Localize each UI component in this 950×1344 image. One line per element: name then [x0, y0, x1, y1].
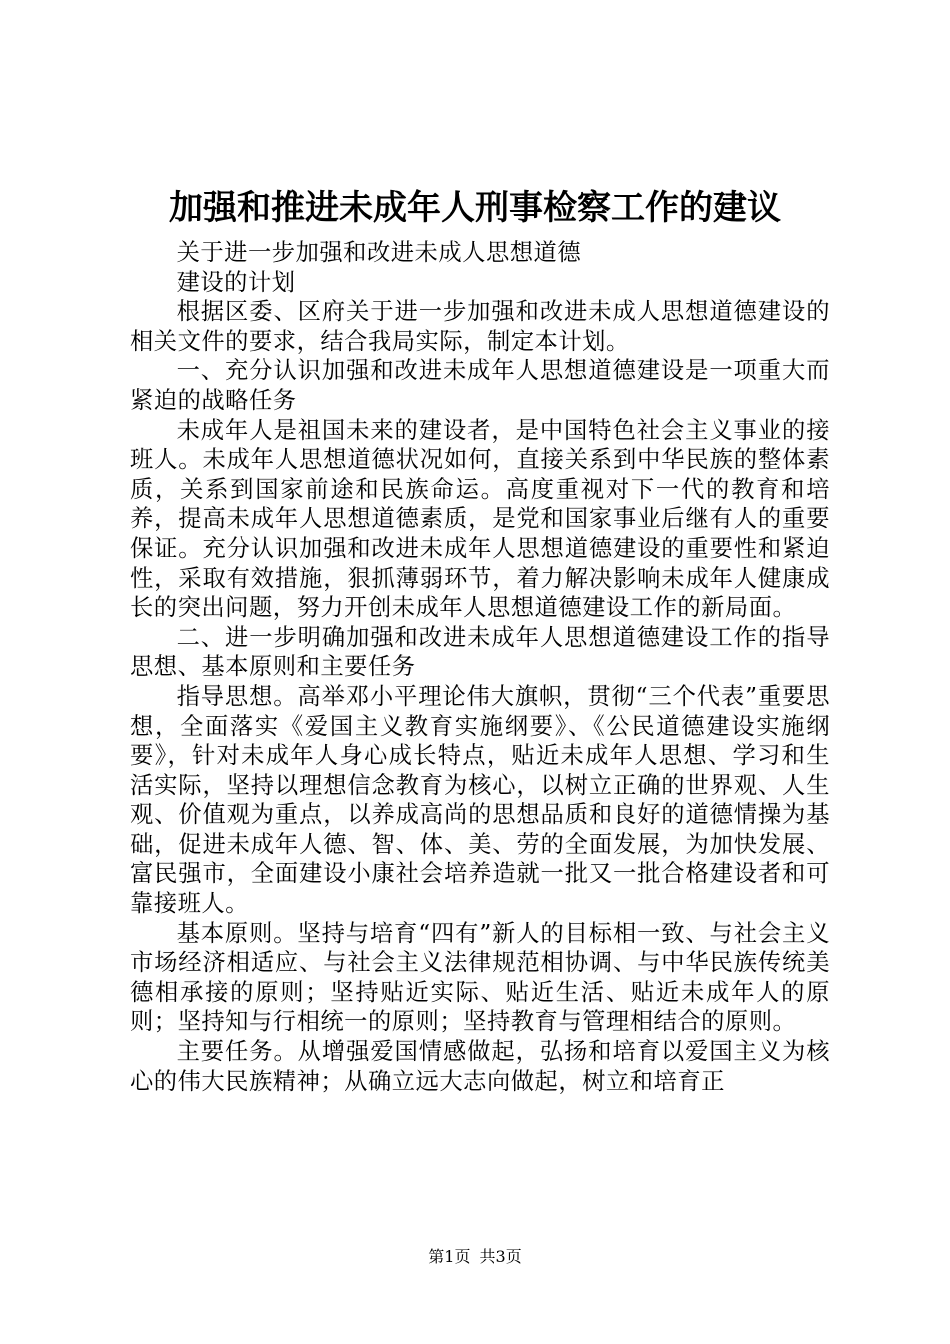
- paragraph-basic-principles: 基本原则。坚持与培育“四有”新人的目标相一致、与社会主义市场经济相适应、与社会主义法律规范相协调、与中华民族传统美德相承接的原则；坚持贴近实际、贴近生活、贴近未成年人的原则；坚持知与行相统一的原则；坚持教育与管理相结合的原则。: [130, 919, 830, 1036]
- document-body: [130, 238, 830, 1096]
- subtitle-line-1: 关于进一步加强和改进未成人思想道德: [176, 239, 582, 266]
- page-footer: [0, 1247, 950, 1267]
- page-total: 共3页: [479, 1247, 522, 1266]
- section-heading-1: 一、充分认识加强和改进未成年人思想道德建设是一项重大而紧迫的战略任务: [130, 357, 830, 414]
- paragraph-intro: 根据区委、区府关于进一步加强和改进未成人思想道德建设的相关文件的要求，结合我局实际，制定本计划。: [130, 298, 830, 355]
- paragraph-section-1: 未成年人是祖国未来的建设者，是中国特色社会主义事业的接班人。未成年人思想道德状况如何，直接关系到中华民族的整体素质，关系到国家前途和民族命运。高度重视对下一代的教育和培养，提高未成年人思想道德素质，是党和国家事业后继有人的重要保证。充分认识加强和改进未成年人思想道德建设的重要性和紧迫性，采取有效措施，狠抓薄弱环节，着力解决影响未成年人健康成长的突出问题，努力开创未成年人思想道德建设工作的新局面。: [130, 416, 830, 622]
- document-title: 加强和推进未成年人刑事检察工作的建议: [169, 188, 781, 228]
- paragraph-guiding-thought: 指导思想。高举邓小平理论伟大旗帜，贯彻“三个代表”重要思想，全面落实《爱国主义教育实施纲要》、《公民道德建设实施纲要》，针对未成年人身心成长特点，贴近未成年人思想、学习和生活实际，坚持以理想信念教育为核心，以树立正确的世界观、人生观、价值观为重点，以养成高尚的思想品质和良好的道德情操为基础，促进未成年人德、智、体、美、劳的全面发展，为加快发展、富民强市，全面建设小康社会培养造就一批又一批合格建设者和可靠接班人。: [130, 682, 830, 918]
- subtitle-line-2: 建设的计划: [176, 268, 296, 296]
- paragraph-main-tasks: 主要任务。从增强爱国情感做起，弘扬和培育以爱国主义为核心的伟大民族精神；从确立远大志向做起，树立和培育正: [130, 1038, 830, 1095]
- page-number: 第1页: [428, 1247, 471, 1266]
- section-heading-2: 二、进一步明确加强和改进未成年人思想道德建设工作的指导思想、基本原则和主要任务: [130, 623, 830, 681]
